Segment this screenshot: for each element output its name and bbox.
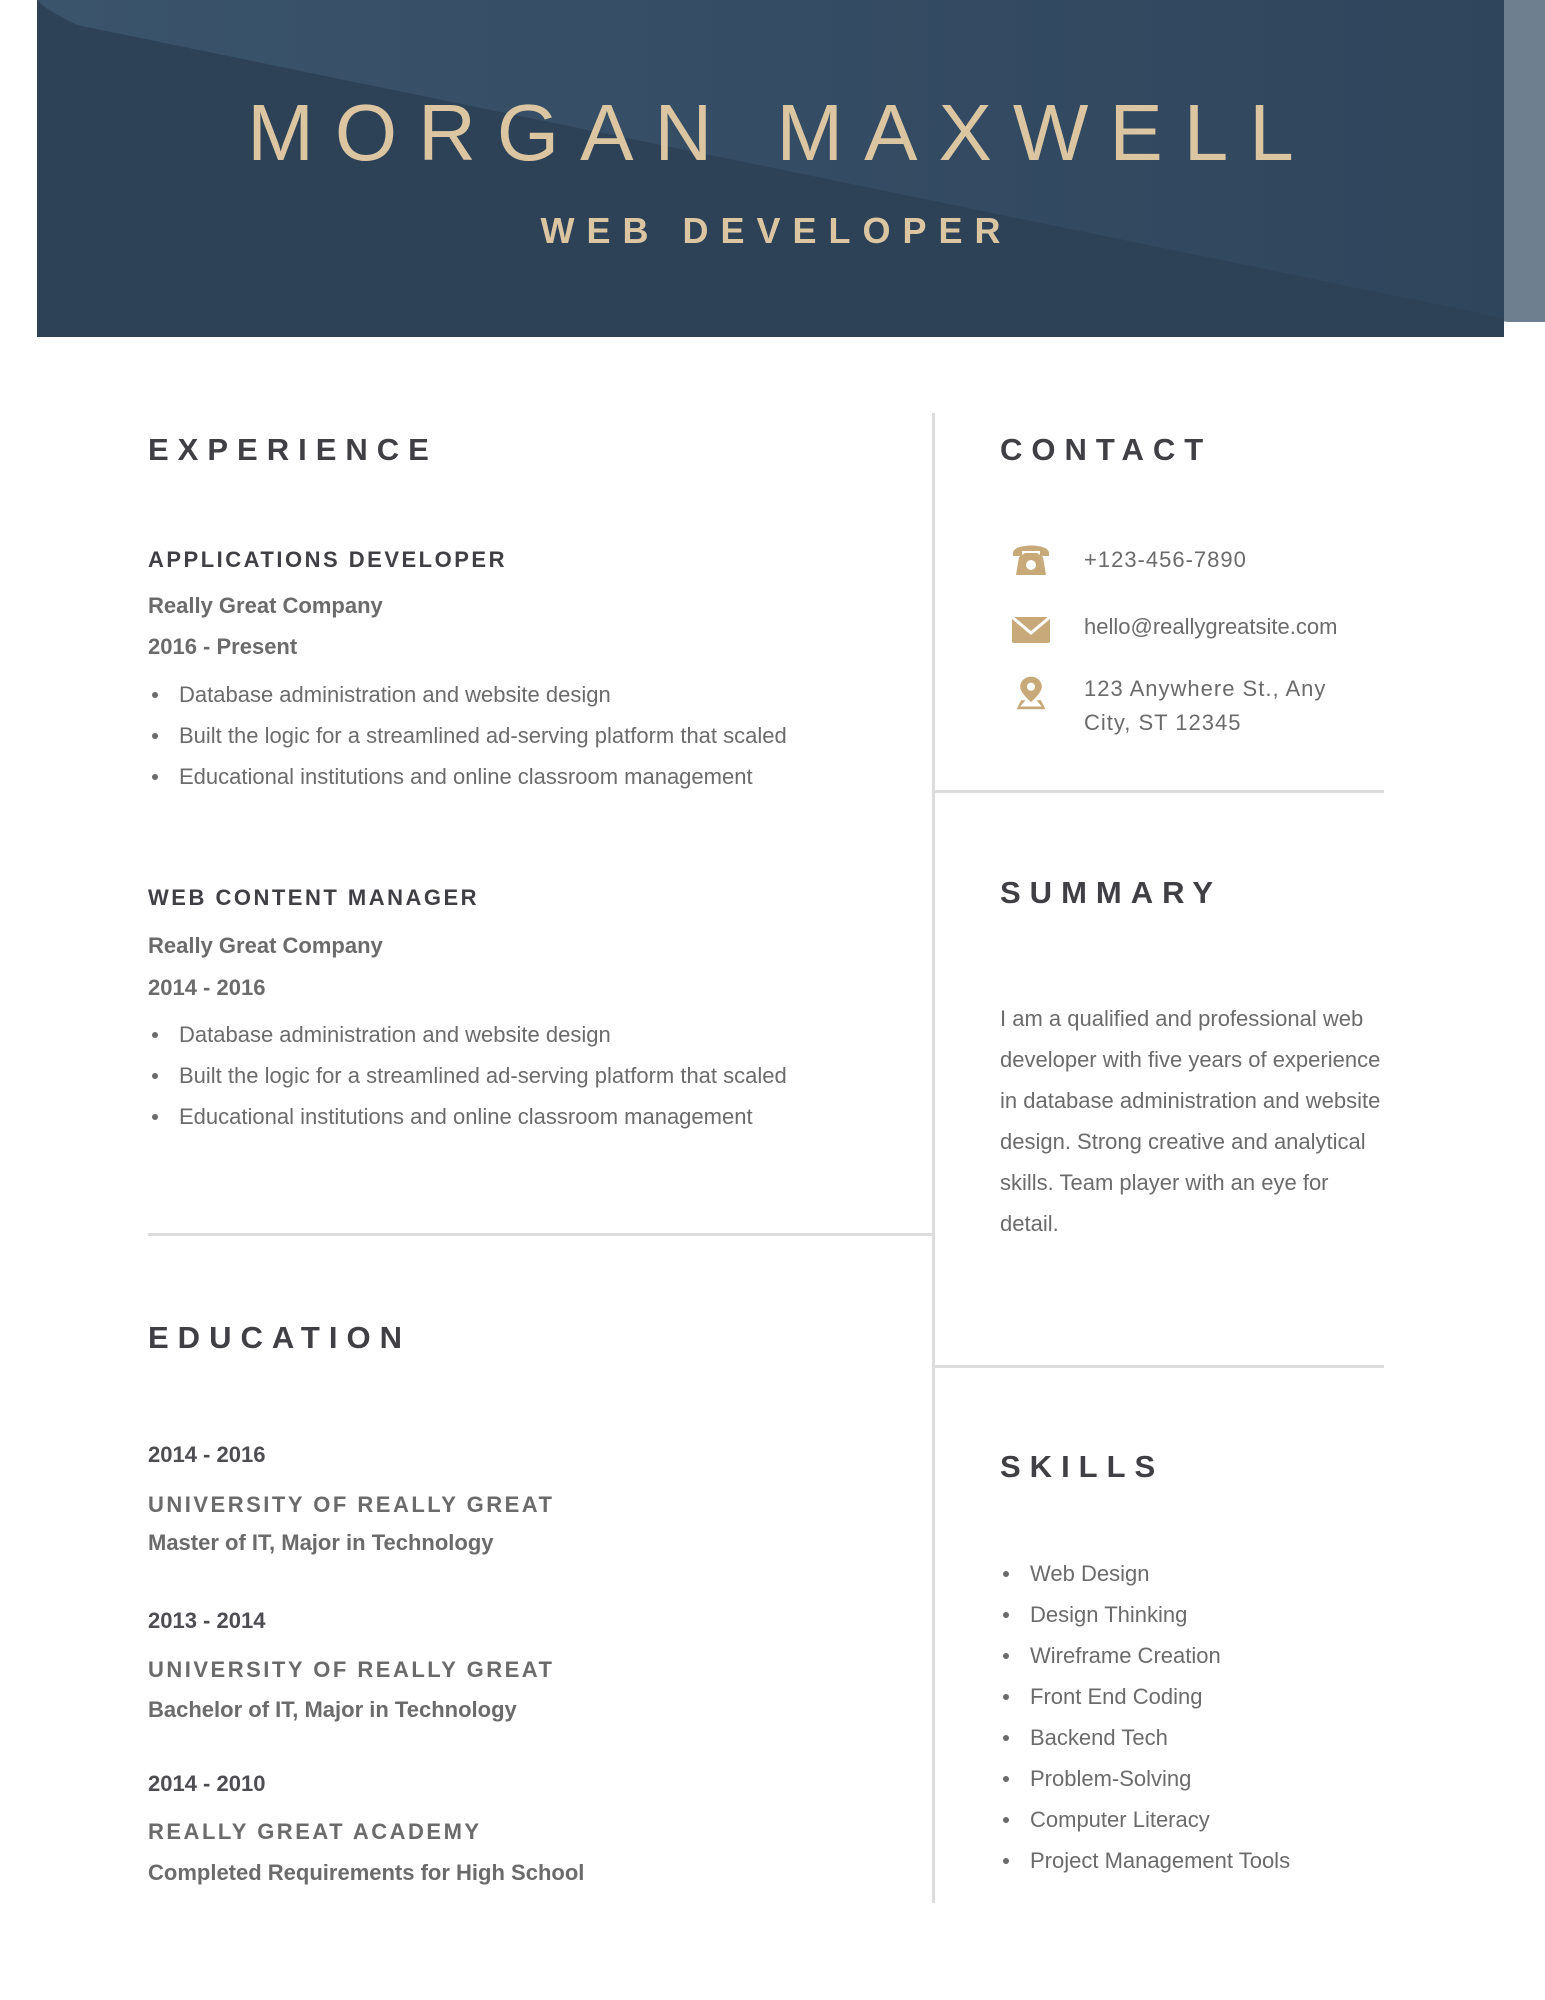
job-company: Really Great Company [148,933,383,958]
education-degree: Master of IT, Major in Technology [148,1530,494,1555]
list-item: Design Thinking [999,1594,1290,1635]
education-school: UNIVERSITY OF REALLY GREAT [148,1492,555,1517]
contact-heading: CONTACT [1000,432,1213,467]
education-entry [148,1606,554,1725]
education-dates: 2013 - 2014 [148,1608,266,1633]
list-item: Database administration and website design [148,674,928,715]
location-icon [1011,675,1051,711]
education-school: REALLY GREAT ACADEMY [148,1819,482,1844]
education-degree: Bachelor of IT, Major in Technology [148,1697,517,1722]
mail-icon [1011,612,1051,648]
job-company: Really Great Company [148,593,383,618]
skills-heading: SKILLS [1000,1449,1165,1484]
list-item: Web Design [999,1553,1290,1594]
education-heading: EDUCATION [148,1320,411,1355]
list-item: Database administration and website design [148,1014,928,1055]
contact-phone: +123-456-7890 [1084,547,1247,572]
address-line: 123 Anywhere St., Any [1084,676,1327,701]
summary-heading: SUMMARY [1000,875,1223,910]
column-divider [932,413,935,1903]
list-item: Computer Literacy [999,1799,1290,1840]
job-bullets [148,674,928,797]
job-entry [148,545,928,797]
education-degree: Completed Requirements for High School [148,1860,585,1885]
list-item: Educational institutions and online classroom management [148,756,928,797]
list-item: Project Management Tools [999,1840,1290,1881]
job-dates: 2014 - 2016 [148,975,266,1000]
list-item: Problem-Solving [999,1758,1290,1799]
contact-address [1084,672,1326,740]
job-title: WEB CONTENT MANAGER [148,885,480,910]
header-banner [37,0,1504,337]
job-dates: 2016 - Present [148,634,298,659]
phone-icon [1011,541,1051,577]
list-item: Built the logic for a streamlined ad-serving platform that scaled [148,715,928,756]
section-divider [148,1233,933,1236]
job-entry [148,883,928,1137]
job-bullets [148,1014,928,1137]
section-divider [933,1365,1384,1368]
education-dates: 2014 - 2010 [148,1771,266,1796]
job-role: WEB DEVELOPER [540,210,1013,251]
section-divider [933,790,1384,793]
list-item: Front End Coding [999,1676,1290,1717]
education-entry [148,1440,554,1558]
contact-email: hello@reallygreatsite.com [1084,614,1338,639]
candidate-name: MORGAN MAXWELL [247,88,1315,177]
list-item: Backend Tech [999,1717,1290,1758]
skills-list [999,1553,1290,1881]
education-school: UNIVERSITY OF REALLY GREAT [148,1657,555,1682]
education-dates: 2014 - 2016 [148,1442,266,1467]
list-item: Wireframe Creation [999,1635,1290,1676]
education-entry [148,1769,584,1888]
list-item: Educational institutions and online classroom management [148,1096,928,1137]
address-line: City, ST 12345 [1084,710,1242,735]
list-item: Built the logic for a streamlined ad-serving platform that scaled [148,1055,928,1096]
experience-heading: EXPERIENCE [148,432,438,467]
job-title: APPLICATIONS DEVELOPER [148,547,507,572]
summary-text: I am a qualified and professional web developer with five years of experience in database administration and website design. Strong creative and analytical skills. Team player with an eye for detail. [1000,1006,1381,1236]
